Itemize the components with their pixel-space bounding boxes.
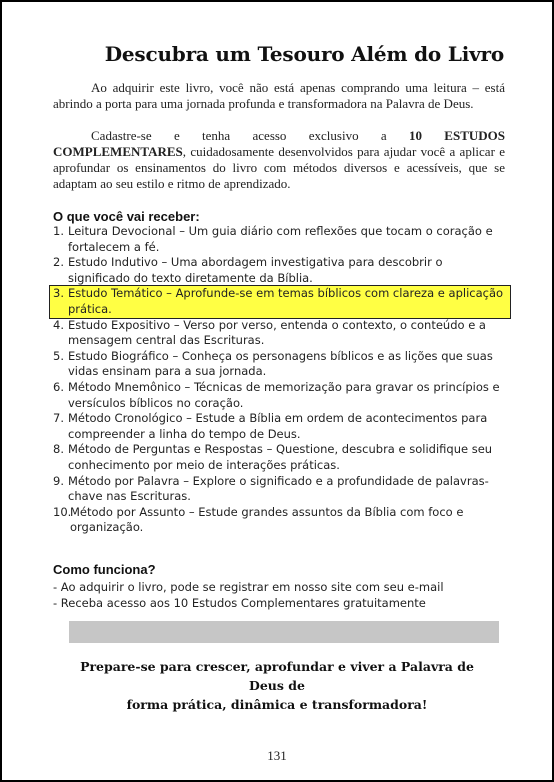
how-line-2: - Receba acesso aos 10 Estudos Complementares gratuitamente bbox=[53, 596, 426, 610]
studies-list bbox=[53, 224, 505, 536]
list-item: 2. Estudo Indutivo – Uma abordagem investigativa para descobrir o significado do texto diretamente da Bíblia. bbox=[53, 255, 443, 285]
gray-bar bbox=[69, 621, 499, 643]
page-title: Descubra um Tesouro Além do Livro bbox=[104, 42, 504, 66]
intro-text-1: Ao adquirir este livro, você não está apenas comprando uma leitura – está abrindo a porta para uma jornada profunda e transformadora na Palavra de Deus. bbox=[53, 80, 505, 111]
list-item: 5. Estudo Biográfico – Conheça os personagens bíblicos e as lições que suas vidas ensinam para a sua jornada. bbox=[53, 348, 493, 379]
intro-paragraph-1 bbox=[53, 80, 505, 112]
list-item-highlighted: 3. Estudo Temático – Aprofunde-se em temas bíblicos com clareza e aplicação prática. bbox=[50, 286, 510, 317]
how-line-1: - Ao adquirir o livro, pode se registrar em nosso site com seu e-mail bbox=[53, 580, 444, 594]
closing-line-1: Prepare-se para crescer, aprofundar e viver a Palavra de Deus de bbox=[80, 659, 474, 693]
list-item: 1. Leitura Devocional – Um guia diário com reflexões que tocam o coração e fortalecem a fé. bbox=[53, 224, 493, 254]
page-number: 131 bbox=[267, 748, 287, 763]
closing-line-2: forma prática, dinâmica e transformadora! bbox=[126, 697, 428, 712]
list-item: 6. Método Mnemônico – Técnicas de memorização para gravar os princípios e versículos bíblicos no coração. bbox=[53, 379, 500, 410]
list-item: 7. Método Cronológico – Estude a Bíblia em ordem de acontecimentos para compreender a linha do tempo de Deus. bbox=[53, 411, 488, 441]
how-heading: Como funciona? bbox=[53, 562, 156, 577]
intro-text-2b: , cuidadosamente desenvolvidos para ajudar você a aplicar e aprofundar os ensinamentos do livro com métodos diversos e acessíveis, que se adaptam ao seu estilo e ritmo de aprendizado. bbox=[53, 144, 505, 191]
intro-paragraph-2 bbox=[53, 128, 505, 192]
intro-bold-text: 10 ESTUDOS COMPLEMENTARES bbox=[53, 128, 505, 159]
list-item: 10. Método por Assunto – Estude grandes assuntos da Bíblia com foco e organização. bbox=[53, 504, 464, 535]
list-item: 8. Método de Perguntas e Respostas – Questione, descubra e solidifique seu conhecimento por meio de interações práticas. bbox=[53, 442, 493, 472]
intro-text-2a: Cadastre-se e tenha acesso exclusivo a bbox=[91, 128, 409, 143]
receive-heading: O que você vai receber: bbox=[53, 209, 200, 224]
list-item: 9. Método por Palavra – Explore o significado e a profundidade de palavras-chave nas Escrituras. bbox=[53, 473, 489, 504]
how-it-works bbox=[53, 562, 444, 611]
closing-message bbox=[62, 657, 492, 714]
list-item: 4. Estudo Expositivo – Verso por verso, entenda o contexto, o conteúdo e a mensagem central das Escrituras. bbox=[53, 317, 486, 348]
